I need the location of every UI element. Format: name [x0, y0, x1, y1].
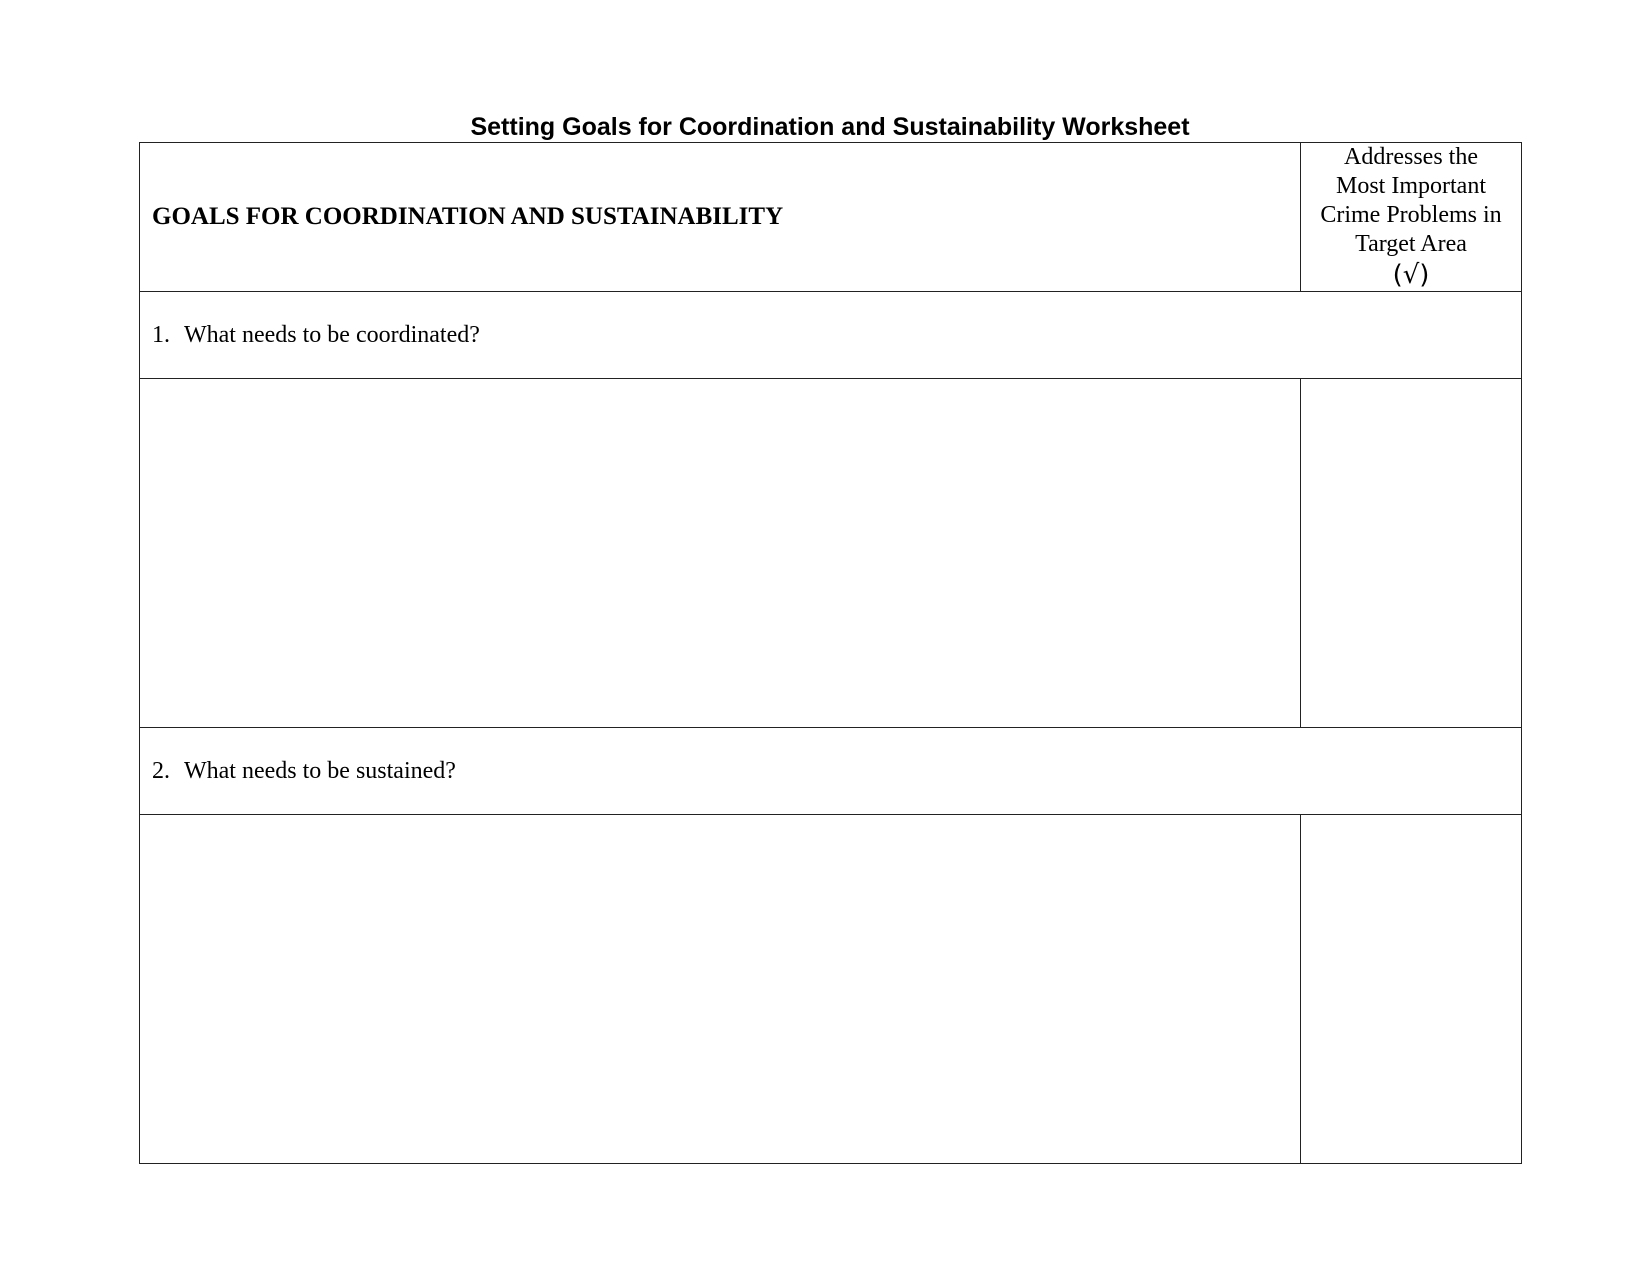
answer-field-2[interactable] — [140, 815, 1301, 1164]
check-heading-line: Most Important — [1336, 173, 1486, 199]
question-number: 1. — [152, 321, 170, 348]
question-row-2 — [140, 728, 1522, 815]
question-row-1 — [140, 292, 1522, 379]
page-title: Setting Goals for Coordination and Sustainability Worksheet — [470, 113, 1190, 141]
answer-row-2 — [140, 815, 1522, 1164]
check-field-1[interactable] — [1301, 379, 1522, 728]
check-column-heading — [1301, 143, 1522, 292]
check-heading-line: Addresses the — [1344, 144, 1478, 170]
question-number: 2. — [152, 757, 170, 784]
check-field-2[interactable] — [1301, 815, 1522, 1164]
answer-row-1 — [140, 379, 1522, 728]
check-heading-line: Crime Problems in — [1320, 202, 1502, 228]
header-row — [140, 143, 1522, 292]
answer-field-1[interactable] — [140, 379, 1301, 728]
check-heading-line: Target Area — [1355, 231, 1467, 257]
question-text: What needs to be coordinated? — [184, 321, 480, 348]
checkmark-icon: (√) — [1392, 260, 1430, 290]
worksheet-table — [139, 142, 1522, 1164]
question-text: What needs to be sustained? — [184, 757, 456, 784]
goals-column-heading: GOALS FOR COORDINATION AND SUSTAINABILITY — [140, 143, 1301, 292]
question-1 — [140, 292, 1522, 379]
question-2 — [140, 728, 1522, 815]
